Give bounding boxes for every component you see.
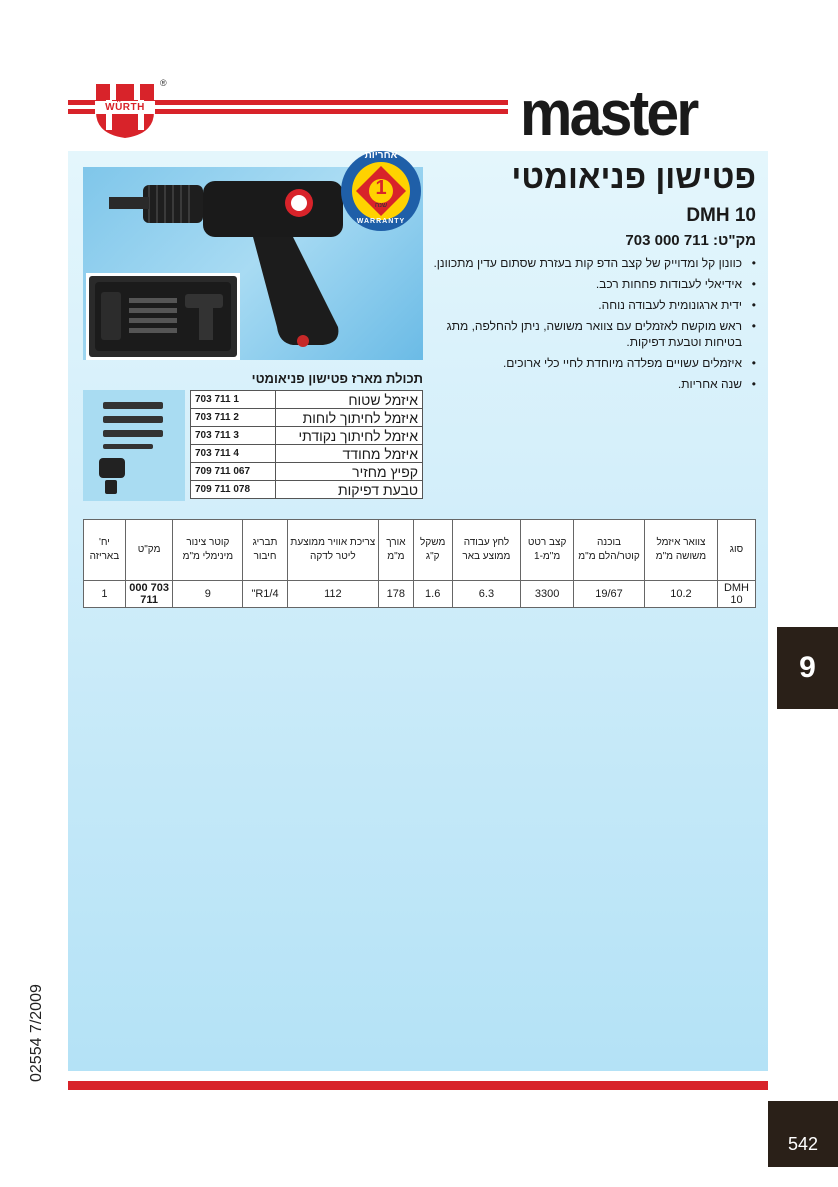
spec-cell: 703 000 711 — [125, 581, 173, 608]
kit-item-name: איזמל שטוח — [276, 391, 423, 409]
table-row — [84, 581, 756, 608]
spec-cell: R1/4" — [243, 581, 287, 608]
kit-item-name: קפיץ מחזיר — [276, 463, 423, 481]
kit-item-code: 703 711 4 — [191, 445, 276, 463]
spec-cell: DMH 10 — [717, 581, 755, 608]
spec-table — [83, 519, 756, 608]
kit-item-code: 709 711 067 — [191, 463, 276, 481]
kit-item-code: 703 711 1 — [191, 391, 276, 409]
spec-cell: 3300 — [521, 581, 574, 608]
table-row — [191, 481, 423, 499]
kit-item-code: 703 711 3 — [191, 427, 276, 445]
spec-header: צריכת אוויר ממוצעת ליטר לדקה — [287, 520, 378, 581]
badge-number: 1 — [375, 177, 387, 199]
spec-header-row — [84, 520, 756, 581]
table-row — [191, 409, 423, 427]
table-row — [191, 391, 423, 409]
registered-mark: ® — [160, 78, 167, 88]
spec-cell: 19/67 — [574, 581, 645, 608]
kit-item-code: 703 711 2 — [191, 409, 276, 427]
chapter-tab: 9 — [777, 627, 838, 709]
page-number: 542 — [768, 1101, 838, 1167]
kit-item-name: איזמל לחיתוך לוחות — [276, 409, 423, 427]
table-row — [191, 463, 423, 481]
feature-item: • כוונון קל ומדוייק של קצב הדפ קות בעזרת שסתום עדין מתכוונן. — [412, 255, 742, 271]
spec-cell: 178 — [378, 581, 413, 608]
spec-header: משקל ק"ג — [413, 520, 452, 581]
feature-item: • ידית ארגונומית לעבודה נוחה. — [412, 297, 742, 313]
feature-list — [412, 255, 756, 397]
spec-header: בוכנה קוטר/הלם מ"מ — [574, 520, 645, 581]
spec-header: יח' באריזה — [84, 520, 126, 581]
spec-cell: 6.3 — [452, 581, 521, 608]
kit-item-name: איזמל מחודד — [276, 445, 423, 463]
spec-header: קצב רטט מ"מ-1 — [521, 520, 574, 581]
spec-cell: 1 — [84, 581, 126, 608]
spec-cell: 112 — [287, 581, 378, 608]
spec-header: תבריג חיבור — [243, 520, 287, 581]
product-line-logo: master — [520, 77, 697, 149]
spec-cell: 10.2 — [644, 581, 717, 608]
spec-cell: 1.6 — [413, 581, 452, 608]
badge-bottom-text: WARRANTY — [356, 218, 406, 225]
document-code: 02554 7/2009 — [28, 984, 45, 1082]
chisels-illustration — [83, 390, 185, 501]
kit-contents-photo — [83, 390, 185, 501]
kit-item-code: 709 711 078 — [191, 481, 276, 499]
feature-item: • איזמלים עשויים מפלדה מיוחדת לחיי כלי ארוכים. — [412, 355, 742, 371]
badge-top-text: אחריות — [364, 150, 398, 161]
kit-case-photo — [86, 273, 240, 360]
feature-item: • אידיאלי לעבודות פחחות רכב. — [412, 276, 742, 292]
brand-logo-text: WÜRTH — [95, 101, 155, 114]
table-row — [191, 445, 423, 463]
feature-item: • ראש מוקשח לאזמלים עם צוואר משושה, ניתן להחלפה, מתג בטיחות וטבעת דפיקות. — [412, 318, 742, 350]
spec-header: אורך מ"מ — [378, 520, 413, 581]
footer-red-bar — [68, 1081, 768, 1090]
feature-item: • שנה אחריות. — [412, 376, 742, 392]
page-title: פטישון פניאומטי — [511, 158, 756, 195]
spec-header: מק"ט — [125, 520, 173, 581]
badge-year-text: שנה — [374, 202, 388, 209]
kit-title: תכולת מארז פטישון פניאומטי — [251, 371, 423, 386]
kit-item-name: איזמל לחיתוך נקודתי — [276, 427, 423, 445]
spec-cell: 9 — [173, 581, 243, 608]
spec-header: קוטר צינור מינימלי מ"מ — [173, 520, 243, 581]
spec-header: לחץ עבודה ממוצע באר — [452, 520, 521, 581]
spec-header: סוג — [717, 520, 755, 581]
kit-case-illustration — [89, 276, 237, 357]
kit-contents-table — [190, 390, 423, 499]
kit-item-name: טבעת דפיקות — [276, 481, 423, 499]
spec-header: צוואר איזמל משושה מ"מ — [644, 520, 717, 581]
model-number: DMH 10 — [686, 205, 756, 226]
catalog-number: מק"ט: 711 000 703 — [625, 232, 756, 249]
table-row — [191, 427, 423, 445]
